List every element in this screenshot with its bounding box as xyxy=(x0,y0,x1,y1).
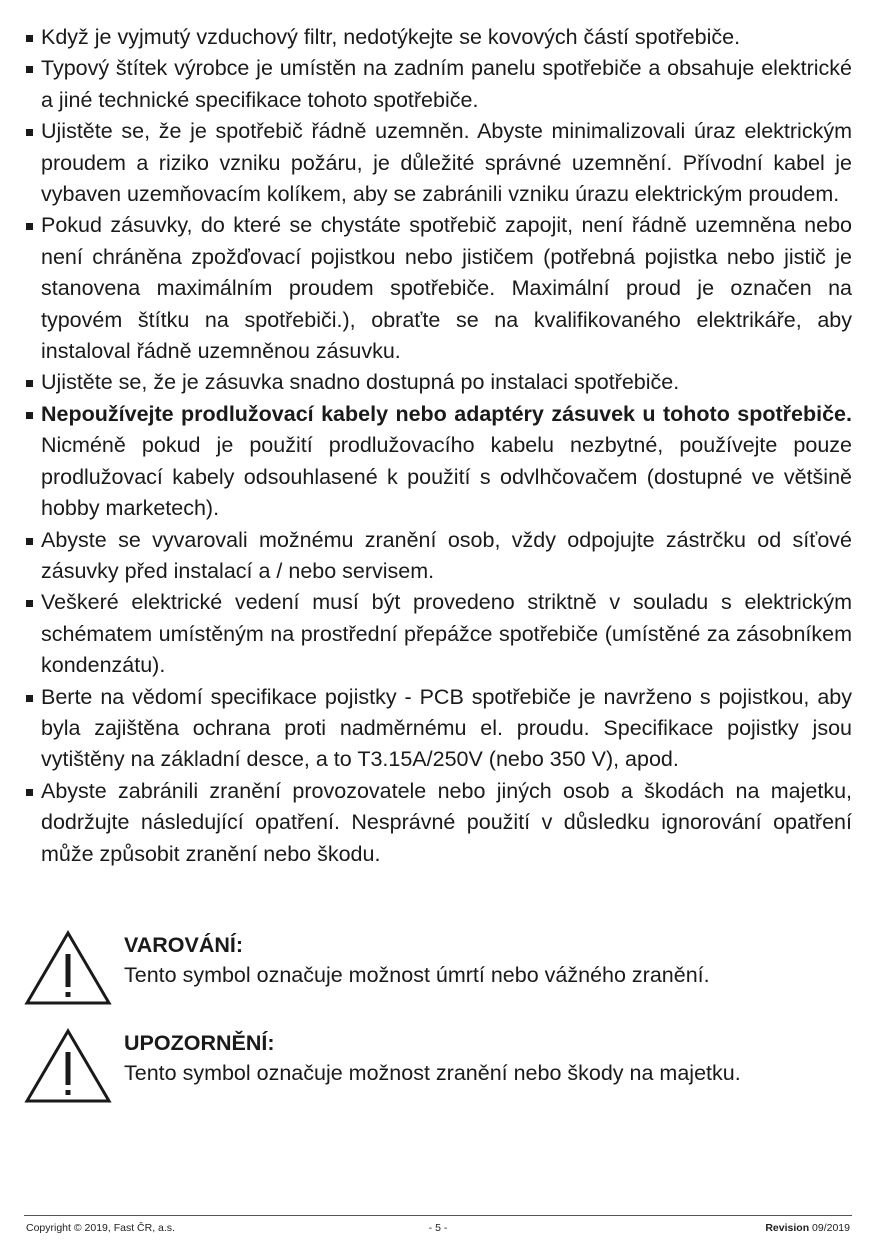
list-item xyxy=(24,53,852,116)
warning-title: VAROVÁNÍ: xyxy=(124,933,244,957)
list-item xyxy=(24,367,852,398)
revision-value: 09/2019 xyxy=(812,1222,850,1234)
list-item xyxy=(24,682,852,776)
list-item-text: Ujistěte se, že je zásuvka snadno dostupná po instalaci spotřebiče. xyxy=(41,370,680,395)
list-item xyxy=(24,525,852,588)
caution-notice xyxy=(24,1028,854,1110)
list-item-text: Když je vyjmutý vzduchový filtr, nedotýkejte se kovových částí spotřebiče. xyxy=(41,25,741,49)
bullet-icon xyxy=(26,600,33,607)
list-item-text: Abyste zabránili zranění provozovatele nebo jiných osob a škodách na majetku, dodržujte následující opatření. Nesprávné použití v důsledku ignorování opatření může způsobit zranění nebo škodu. xyxy=(41,778,852,866)
bullet-icon xyxy=(26,129,33,136)
revision-info xyxy=(765,1218,850,1238)
list-item-bold-text: Nepoužívejte prodlužovací kabely nebo adaptéry zásuvek u tohoto spotřebiče. xyxy=(41,401,852,426)
list-item xyxy=(24,587,852,681)
list-item-text: Veškeré elektrické vedení musí být provedeno striktně v souladu s elektrickým schématem umístěným na prostřední přepážce spotřebiče (umístěné za zásobníkem kondenzátu). xyxy=(41,590,852,678)
list-item-text: Ujistěte se, že je spotřebič řádně uzemněn. Abyste minimalizovali úraz elektrickým proudem a riziko vzniku požáru, je důležité správné uzemnění. Přívodní kabel je vybaven uzemňovacím kolíkem, aby se zabránili vzniku úrazu elektrickým proudem. xyxy=(41,119,852,207)
list-item xyxy=(24,22,852,53)
caution-text: Tento symbol označuje možnost zranění nebo škody na majetku. xyxy=(124,1061,741,1085)
bullet-icon xyxy=(26,380,33,387)
bullet-icon xyxy=(26,789,33,796)
list-item xyxy=(24,210,852,367)
list-item xyxy=(24,399,852,525)
caution-title: UPOZORNĚNÍ: xyxy=(124,1031,275,1055)
list-item xyxy=(24,776,852,870)
list-item-text: Typový štítek výrobce je umístěn na zadním panelu spotřebiče a obsahuje elektrické a jiné technické specifikace tohoto spotřebiče. xyxy=(41,56,852,112)
page-number: - 5 - xyxy=(428,1222,448,1234)
warning-triangle-icon xyxy=(24,1028,112,1104)
list-item-text: Nicméně pokud je použití prodlužovacího kabelu nezbytné, používejte pouze prodlužovací kabely odsouhlasené k použití s odvlhčovačem (dostupné ve většině hobby marketech). xyxy=(41,433,852,521)
bullet-icon xyxy=(26,35,33,42)
list-item-text: Berte na vědomí specifikace pojistky - PCB spotřebiče je navrženo s pojistkou, aby byla zajištěna ochrana proti nadměrnému el. proudu. Specifikace pojistky jsou vytištěny na základní desce, a to T3.15A/250V (nebo 350 V), apod. xyxy=(41,684,852,772)
safety-instructions-list xyxy=(24,22,852,870)
warning-text: Tento symbol označuje možnost úmrtí nebo vážného zranění. xyxy=(124,963,710,987)
bullet-icon xyxy=(26,223,33,230)
revision-label: Revision xyxy=(765,1222,810,1234)
list-item-text: Abyste se vyvarovali možnému zranění osob, vždy odpojujte zástrčku od síťové zásuvky před instalací a / nebo servisem. xyxy=(41,527,852,583)
copyright-text: Copyright © 2019, Fast ČR, a.s. xyxy=(26,1222,175,1234)
warning-notice xyxy=(24,930,854,1012)
bullet-icon xyxy=(26,412,33,419)
bullet-icon xyxy=(26,538,33,545)
warning-triangle-icon xyxy=(24,930,112,1006)
list-item xyxy=(24,116,852,210)
page-footer xyxy=(24,1215,852,1238)
bullet-icon xyxy=(26,695,33,702)
list-item-text: Pokud zásuvky, do které se chystáte spotřebič zapojit, není řádně uzemněna nebo není chráněna zpožďovací pojistkou nebo jističem (potřebná pojistka nebo jistič je stanovena maximálním proudem spotřebiče. Maximální proud je označen na typovém štítku na spotřebiči.), obraťte se na kvalifikovaného elektrikáře, aby instaloval řádně uzemněnou zásuvku. xyxy=(41,213,852,364)
bullet-icon xyxy=(26,66,33,73)
